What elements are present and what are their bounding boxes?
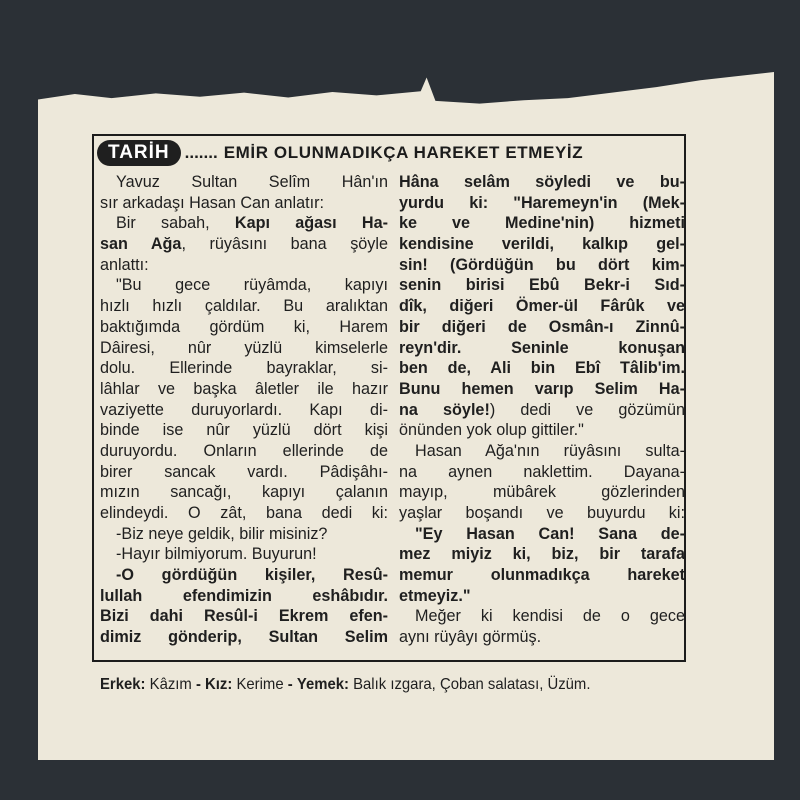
article-line bbox=[399, 565, 685, 586]
article-line bbox=[399, 255, 685, 276]
article-text: sır arkadaşı Hasan Can anlatır: bbox=[100, 193, 325, 212]
article-text: na aynen naklettim. Dayana- bbox=[399, 462, 685, 481]
article-text: "Bu gece rüyâmda, kapıyı bbox=[116, 276, 388, 295]
article-text: Bizi dahi Resûl-i Ekrem efen- bbox=[100, 607, 388, 626]
article-text: mez miyiz ki, biz, bir tarafa bbox=[399, 545, 685, 564]
article-footer bbox=[100, 676, 649, 694]
article-line bbox=[399, 586, 685, 607]
article-text: Meğer ki kendisi de o gece bbox=[415, 607, 685, 626]
article-text: Yavuz Sultan Selîm Hân'ın bbox=[116, 173, 388, 191]
article-line bbox=[100, 213, 388, 234]
article-line bbox=[100, 338, 388, 359]
article-line bbox=[100, 462, 388, 483]
article-text: Bunu hemen varıp Selim Ha- bbox=[399, 379, 685, 398]
article-text: anlattı: bbox=[100, 255, 149, 274]
article-text: önünden yok olup gittiler." bbox=[399, 421, 584, 440]
article-line bbox=[399, 379, 685, 400]
article-text: yaşlar boşandı ve buyurdu ki: bbox=[399, 504, 685, 522]
article-line bbox=[399, 606, 685, 627]
article-text: -Biz neye geldik, bilir misiniz? bbox=[116, 524, 328, 543]
article-line bbox=[100, 275, 388, 296]
article-text: -O gördüğün kişiler, Resû- bbox=[116, 566, 388, 585]
article-text: ) dedi ve gözümün bbox=[489, 400, 685, 419]
article-text: dimiz gönderip, Sultan Selim bbox=[100, 628, 388, 647]
article-text: senin birisi Ebû Bekr-i Sıd- bbox=[399, 276, 685, 295]
article-line bbox=[399, 420, 685, 441]
article-line bbox=[399, 441, 685, 462]
article-text: dolu. Ellerinde bayraklar, si- bbox=[100, 359, 388, 378]
article-text: Bir sabah, bbox=[116, 214, 235, 233]
article-text: dîk, diğeri Ömer-ül Fârûk ve bbox=[399, 297, 685, 316]
footer-yemek-label: Yemek: bbox=[296, 676, 349, 693]
article-text: elindeydi. O zât, bana dedi ki: bbox=[100, 504, 388, 522]
footer-kiz-label: Kız: bbox=[205, 676, 233, 693]
article-text: vaziyette duruyorlardı. Kapı di- bbox=[100, 400, 388, 419]
article-line bbox=[100, 317, 388, 338]
article-line bbox=[100, 193, 388, 214]
article-line bbox=[100, 565, 388, 586]
article-text: -Hayır bilmiyorum. Buyurun! bbox=[116, 545, 317, 564]
footer-erkek-value: Kâzım bbox=[149, 676, 192, 693]
article-text: lullah efendimizin eshâbıdır. bbox=[100, 586, 388, 605]
article-text: Hâna selâm söyledi ve bu- bbox=[399, 173, 685, 191]
article-line bbox=[399, 524, 685, 545]
article-text: memur olunmadıkça hareket bbox=[399, 566, 685, 585]
article-line bbox=[100, 544, 388, 565]
footer-separator: - bbox=[195, 676, 201, 693]
article-line bbox=[100, 379, 388, 400]
footer-erkek-label: Erkek: bbox=[100, 676, 146, 693]
article-line bbox=[399, 462, 685, 483]
footer-yemek-value: Balık ızgara, Çoban salatası, Üzüm. bbox=[353, 676, 591, 693]
article-line bbox=[399, 482, 685, 503]
header-dots: ....... bbox=[184, 143, 218, 162]
article-text: ben de, Ali bin Ebî Tâlib'im. bbox=[399, 359, 685, 378]
article-line bbox=[100, 586, 388, 607]
article-line bbox=[100, 234, 388, 255]
article-line bbox=[399, 338, 685, 359]
article-text: mızın sancağı, kapıyı çalanın bbox=[100, 483, 388, 502]
article-text: mayıp, mübârek gözlerinden bbox=[399, 483, 685, 502]
article-line bbox=[399, 627, 685, 648]
article-line bbox=[100, 627, 388, 648]
article-line bbox=[100, 172, 388, 193]
article-text: etmeyiz." bbox=[399, 586, 471, 605]
article-text-bold: Kapı ağası Ha- bbox=[234, 214, 388, 233]
article-text: bir diğeri de Osmân-ı Zinnû- bbox=[399, 317, 685, 336]
article-line bbox=[100, 482, 388, 503]
article-text: duruyordu. Onların ellerinde de bbox=[100, 441, 388, 460]
footer-kiz-value: Kerime bbox=[236, 676, 284, 693]
article-line bbox=[399, 296, 685, 317]
article-text: Hasan Ağa'nın rüyâsını sulta- bbox=[415, 441, 685, 460]
article-text: , rüyâsını bana şöyle bbox=[181, 235, 388, 254]
article-column-right bbox=[399, 172, 685, 648]
article-text: reyn'dir. Seninle konuşan bbox=[399, 338, 685, 357]
article-line bbox=[399, 275, 685, 296]
article-text: baktığımda gördüm ki, Harem bbox=[100, 317, 388, 336]
article-headline: EMİR OLUNMADIKÇA HAREKET ETMEYİZ bbox=[223, 143, 584, 162]
article-text: hızlı hızlı çaldılar. Bu aralıktan bbox=[100, 297, 388, 316]
article-line bbox=[399, 400, 685, 421]
article-column-left bbox=[100, 172, 388, 648]
article-text: sin! (Gördüğün bu dört kim- bbox=[399, 255, 685, 274]
article-line bbox=[100, 296, 388, 317]
article-line bbox=[399, 358, 685, 379]
article-line bbox=[399, 172, 685, 193]
article-line bbox=[399, 193, 685, 214]
article-text: kendisine verildi, kalkıp gel- bbox=[399, 235, 685, 254]
article-line bbox=[399, 234, 685, 255]
article-text-bold: na söyle! bbox=[399, 400, 490, 419]
article-line bbox=[100, 441, 388, 462]
section-badge: TARİH bbox=[97, 140, 181, 166]
article-line bbox=[399, 317, 685, 338]
article-text: lâhlar ve başka âletler ile hazır bbox=[100, 379, 388, 398]
article-line bbox=[100, 255, 388, 276]
article-text: ke ve Medine'nin) hizmeti bbox=[399, 214, 685, 233]
article-header bbox=[97, 139, 683, 167]
article-line bbox=[399, 544, 685, 565]
article-line bbox=[100, 606, 388, 627]
article-line bbox=[100, 358, 388, 379]
article-text: yurdu ki: "Haremeyn'in (Mek- bbox=[399, 193, 685, 212]
article-line bbox=[100, 400, 388, 421]
article-line bbox=[100, 420, 388, 441]
article-line bbox=[100, 503, 388, 524]
article-line bbox=[100, 524, 388, 545]
article-text: "Ey Hasan Can! Sana de- bbox=[415, 524, 685, 543]
article-text: Dâiresi, nûr yüzlü kimselerle bbox=[100, 338, 388, 357]
article-text: binde ise nûr yüzlü dört kişi bbox=[100, 421, 388, 440]
article-text: birer sancak vardı. Pâdişâhı- bbox=[100, 462, 388, 481]
article-line bbox=[399, 213, 685, 234]
article-text-bold: san Ağa bbox=[100, 235, 182, 254]
footer-separator: - bbox=[287, 676, 293, 693]
article-line bbox=[399, 503, 685, 524]
article-text: aynı rüyâyı görmüş. bbox=[399, 628, 542, 647]
